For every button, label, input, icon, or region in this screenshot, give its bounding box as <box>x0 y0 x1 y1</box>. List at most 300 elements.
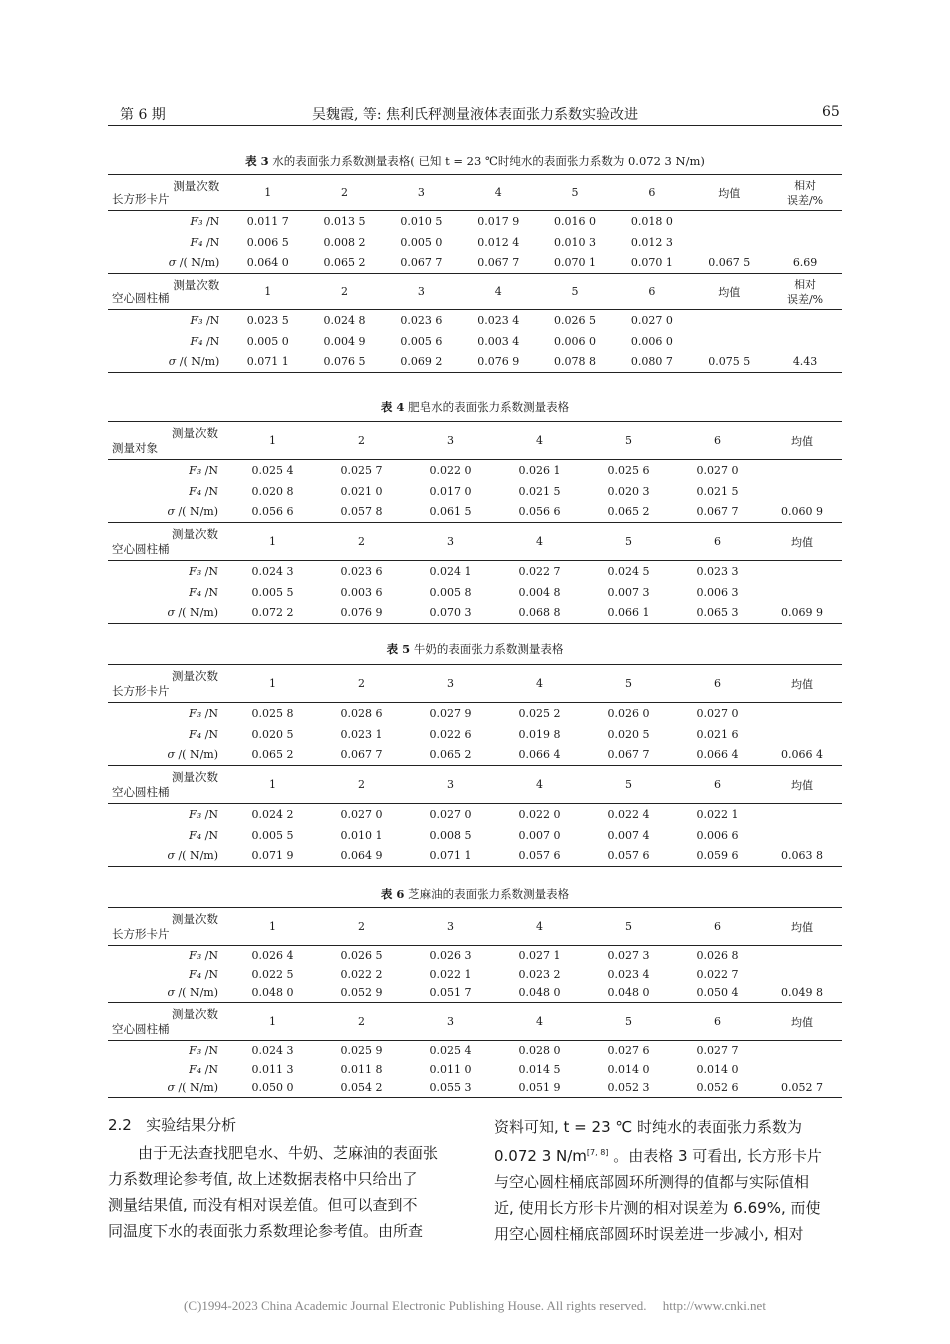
table-cell: 0.011 0 <box>429 1062 472 1076</box>
column-header: 6 <box>673 523 762 561</box>
column-header: 3 <box>406 766 495 804</box>
mean-header: 均值 <box>762 523 842 561</box>
table-cell: 0.019 8 <box>518 727 561 741</box>
table-cell: 0.076 9 <box>460 352 537 373</box>
row-symbol: F₄ <box>189 585 202 599</box>
table-cell: 0.011 8 <box>340 1062 383 1076</box>
table-cell: 0.022 5 <box>251 967 294 981</box>
table-cell: 0.052 3 <box>584 1079 673 1098</box>
relative-error-cell <box>768 232 842 253</box>
table-cell: 0.013 5 <box>323 214 366 228</box>
table-row <box>108 825 842 846</box>
row-symbol: σ <box>167 1081 175 1095</box>
table-row <box>108 211 842 232</box>
column-header: 3 <box>406 908 495 946</box>
table-cell: 0.005 6 <box>400 334 443 348</box>
row-label: F₄ /N <box>189 967 218 981</box>
table-cell: 0.014 5 <box>518 1062 561 1076</box>
table-cell: 0.050 0 <box>228 1079 317 1098</box>
mean-cell <box>762 946 842 965</box>
column-header: 6 <box>673 665 762 703</box>
table-cell: 0.064 9 <box>317 846 406 867</box>
row-label: F₄ /N <box>189 484 218 498</box>
table-cell: 0.025 8 <box>251 706 294 720</box>
table-cell: 0.024 3 <box>251 564 294 578</box>
relative-error-header: 相对 误差/% <box>768 274 842 310</box>
table-cell: 0.012 4 <box>477 235 520 249</box>
table-cell: 0.055 3 <box>406 1079 495 1098</box>
row-label: F₄ /N <box>189 585 218 599</box>
table-cell: 0.052 6 <box>673 1079 762 1098</box>
table-cell: 0.017 9 <box>477 214 520 228</box>
column-header: 3 <box>406 422 495 460</box>
header-object-label: 长方形卡片 <box>112 684 170 698</box>
mean-header: 均值 <box>690 175 768 211</box>
table-row <box>108 232 842 253</box>
column-header: 1 <box>229 274 306 310</box>
table-cell: 0.021 5 <box>696 484 739 498</box>
column-header: 2 <box>317 422 406 460</box>
column-header: 1 <box>228 1003 317 1041</box>
column-header: 6 <box>613 274 690 310</box>
header-trials-label: 测量次数 <box>172 1007 218 1021</box>
column-header: 4 <box>460 175 537 211</box>
table-row <box>108 1041 842 1060</box>
table-cell: 0.025 9 <box>340 1043 383 1057</box>
table-cell: 0.005 5 <box>251 585 294 599</box>
table-row <box>108 745 842 766</box>
mean-header: 均值 <box>762 422 842 460</box>
table-cell: 0.026 5 <box>340 948 383 962</box>
header-object-label: 空心圆柱桶 <box>112 542 170 556</box>
mean-cell <box>690 211 768 232</box>
section-number: 2.2 <box>108 1116 132 1134</box>
column-header: 3 <box>406 1003 495 1041</box>
mean-cell <box>762 481 842 502</box>
row-label: σ /( N/m) <box>108 603 228 624</box>
table-cell: 0.006 3 <box>696 585 739 599</box>
table-cell: 0.016 0 <box>554 214 597 228</box>
column-header: 5 <box>584 766 673 804</box>
table-header-row <box>108 766 842 804</box>
table-cell: 0.022 1 <box>429 967 472 981</box>
table-cell: 0.023 2 <box>518 967 561 981</box>
column-header: 6 <box>613 175 690 211</box>
relative-error-header: 相对 误差/% <box>768 175 842 211</box>
table-cell: 0.006 6 <box>696 828 739 842</box>
table-cell: 0.067 7 <box>696 505 739 519</box>
table-cell: 0.054 2 <box>317 1079 406 1098</box>
issue-number: 第 6 期 <box>120 107 166 123</box>
row-symbol: F₄ <box>189 828 202 842</box>
body-line: 近, 使用长方形卡片测的相对误差为 6.69%, 而使 <box>494 1199 821 1217</box>
relative-error-cell: 6.69 <box>792 256 818 270</box>
header-object-label: 空心圆柱桶 <box>112 291 170 305</box>
column-header: 6 <box>673 422 762 460</box>
table-cell: 0.011 7 <box>246 214 289 228</box>
row-label: F₄ /N <box>189 1062 218 1076</box>
table-cell: 0.067 7 <box>400 256 443 270</box>
column-header: 2 <box>317 908 406 946</box>
table-cell: 0.021 5 <box>518 484 561 498</box>
column-header: 4 <box>495 1003 584 1041</box>
table-row <box>108 481 842 502</box>
table-cell: 0.068 8 <box>495 603 584 624</box>
body-line: 测量结果值, 而没有相对误差值。但可以查到不 <box>108 1196 418 1214</box>
table-cell: 0.010 3 <box>554 235 597 249</box>
mean-cell: 0.067 5 <box>708 256 751 270</box>
column-header: 1 <box>228 422 317 460</box>
table-cell: 0.027 7 <box>696 1043 739 1057</box>
mean-cell <box>762 825 842 846</box>
mean-cell: 0.052 7 <box>762 1079 842 1098</box>
mean-cell: 0.075 5 <box>690 352 768 373</box>
table-cell: 0.023 6 <box>340 564 383 578</box>
table-cell: 0.026 8 <box>696 948 739 962</box>
row-label: σ /( N/m) <box>168 256 220 270</box>
table-row <box>108 804 842 825</box>
table-cell: 0.070 1 <box>630 256 673 270</box>
section-heading <box>108 1114 236 1135</box>
table-cell: 0.007 3 <box>607 585 650 599</box>
section-title: 实验结果分析 <box>146 1116 237 1134</box>
table-cell: 0.004 8 <box>518 585 561 599</box>
table-cell: 0.066 4 <box>696 748 739 762</box>
column-header: 4 <box>495 422 584 460</box>
column-header: 1 <box>228 766 317 804</box>
table-cell: 0.066 4 <box>518 748 561 762</box>
table-cell: 0.080 7 <box>613 352 690 373</box>
table-cell: 0.023 4 <box>477 313 520 327</box>
mean-cell: 0.069 9 <box>762 603 842 624</box>
row-symbol: σ <box>167 748 175 762</box>
row-symbol: F₄ <box>189 484 202 498</box>
table-header-row <box>108 422 842 460</box>
body-line: 资料可知, t = 23 ℃ 时纯水的表面张力系数为 <box>494 1118 802 1136</box>
column-header: 5 <box>537 175 614 211</box>
row-symbol: σ <box>168 256 177 270</box>
table-cell: 0.070 3 <box>406 603 495 624</box>
mean-cell <box>762 582 842 603</box>
table-cell: 0.011 3 <box>251 1062 294 1076</box>
row-symbol: F₃ <box>189 1043 202 1057</box>
table-cell: 0.006 0 <box>554 334 597 348</box>
table-cell: 0.066 1 <box>584 603 673 624</box>
row-label: F₃ /N <box>189 1043 218 1057</box>
table-cell: 0.022 0 <box>429 463 472 477</box>
table-cell: 0.022 1 <box>696 807 739 821</box>
column-header: 4 <box>495 766 584 804</box>
column-header: 1 <box>228 523 317 561</box>
header-trials-label: 测量次数 <box>173 278 220 292</box>
column-header: 3 <box>383 175 460 211</box>
row-label: F₃ /N <box>189 463 218 477</box>
table-header-row <box>108 665 842 703</box>
table-cell: 0.017 0 <box>429 484 472 498</box>
row-symbol: F₃ <box>190 313 203 327</box>
table-cell: 0.071 1 <box>406 846 495 867</box>
footer <box>0 1298 950 1314</box>
row-label: F₄ /N <box>190 235 220 249</box>
table-cell: 0.048 0 <box>607 986 650 1000</box>
table-cell: 0.025 4 <box>429 1043 472 1057</box>
row-symbol: F₃ <box>189 564 202 578</box>
row-label: σ /( N/m) <box>108 352 229 373</box>
row-symbol: σ <box>167 606 175 620</box>
table-cell: 0.067 7 <box>340 748 383 762</box>
mean-cell: 0.060 9 <box>781 505 823 519</box>
table-cell: 0.027 3 <box>607 948 650 962</box>
column-header: 2 <box>306 175 383 211</box>
table-cell: 0.022 4 <box>607 807 650 821</box>
diagonal-header-cell <box>108 523 228 561</box>
header-object-label: 测量对象 <box>112 441 158 455</box>
table-cell: 0.057 8 <box>340 505 383 519</box>
diagonal-header-cell <box>108 908 228 946</box>
mean-cell <box>690 331 768 352</box>
table-header-row <box>108 1003 842 1041</box>
table-row <box>108 984 842 1003</box>
table-cell: 0.010 5 <box>400 214 443 228</box>
row-label: F₃ /N <box>189 706 218 720</box>
row-label: F₄ /N <box>189 828 218 842</box>
table-cell: 0.007 0 <box>518 828 561 842</box>
row-label: σ /( N/m) <box>108 1079 228 1098</box>
column-header: 1 <box>228 908 317 946</box>
table-cell: 0.065 3 <box>673 603 762 624</box>
row-symbol: F₄ <box>190 334 203 348</box>
table-cell: 0.026 0 <box>607 706 650 720</box>
mean-header: 均值 <box>762 665 842 703</box>
table-cell: 0.006 5 <box>246 235 289 249</box>
column-header: 1 <box>228 665 317 703</box>
diagonal-header-cell <box>108 665 228 703</box>
table-cell: 0.005 0 <box>400 235 443 249</box>
table-cell: 0.012 3 <box>630 235 673 249</box>
table-cell: 0.025 6 <box>607 463 650 477</box>
table-cell: 0.067 7 <box>607 748 650 762</box>
table-cell: 0.022 7 <box>696 967 739 981</box>
table-title: 牛奶的表面张力系数测量表格 <box>413 642 564 656</box>
table-cell: 0.024 2 <box>251 807 294 821</box>
table-cell: 0.025 7 <box>340 463 383 477</box>
header-trials-label: 测量次数 <box>172 770 218 784</box>
table-row <box>108 1079 842 1098</box>
column-header: 6 <box>673 766 762 804</box>
body-line: 用空心圆柱桶底部圆环时误差进一步减小, 相对 <box>494 1225 804 1243</box>
table-cell: 0.021 0 <box>340 484 383 498</box>
table-caption <box>108 886 842 902</box>
header-rule <box>108 125 842 126</box>
table-cell: 0.005 8 <box>429 585 472 599</box>
table-cell: 0.028 6 <box>340 706 383 720</box>
data-table <box>108 907 842 1098</box>
diagonal-header-cell <box>108 175 229 211</box>
header-object-label: 空心圆柱桶 <box>112 1022 170 1036</box>
table-cell: 0.027 0 <box>429 807 472 821</box>
table-cell: 0.020 5 <box>607 727 650 741</box>
table-cell: 0.071 1 <box>229 352 306 373</box>
table-cell: 0.065 2 <box>429 748 472 762</box>
diagonal-header-cell <box>108 422 228 460</box>
column-header: 5 <box>584 665 673 703</box>
row-symbol: F₃ <box>189 706 202 720</box>
table-cell: 0.048 0 <box>518 986 561 1000</box>
column-header: 2 <box>306 274 383 310</box>
table-row <box>108 561 842 582</box>
table-number: 表 4 <box>380 400 405 414</box>
row-symbol: F₄ <box>189 1062 202 1076</box>
diagonal-header-cell <box>108 1003 228 1041</box>
table-cell: 0.005 0 <box>246 334 289 348</box>
copyright-text: (C)1994-2023 China Academic Journal Electronic Publishing House. All rights reserved. <box>184 1298 647 1313</box>
column-header: 2 <box>317 665 406 703</box>
table-cell: 0.056 6 <box>518 505 561 519</box>
mean-header: 均值 <box>690 274 768 310</box>
body-right-column <box>494 1114 842 1247</box>
table-cell: 0.027 0 <box>696 463 739 477</box>
column-header: 3 <box>383 274 460 310</box>
header-trials-label: 测量次数 <box>172 669 218 683</box>
table-cell: 0.048 0 <box>251 986 294 1000</box>
table-cell: 0.050 4 <box>696 986 739 1000</box>
mean-cell <box>762 460 842 481</box>
body-line: 力系数理论参考值, 故上述数据表格中只给出了 <box>108 1170 418 1188</box>
table-cell: 0.024 1 <box>429 564 472 578</box>
mean-cell <box>762 1060 842 1079</box>
table-cell: 0.065 2 <box>323 256 366 270</box>
table-cell: 0.023 3 <box>696 564 739 578</box>
table-cell: 0.028 0 <box>518 1043 561 1057</box>
row-label: σ /( N/m) <box>108 846 228 867</box>
article-title: 吴魏霞, 等: 焦利氏秤测量液体表面张力系数实验改进 <box>311 107 639 123</box>
table-cell: 0.020 5 <box>251 727 294 741</box>
body-value: 0.072 3 N/m <box>494 1147 587 1165</box>
table-cell: 0.027 1 <box>518 948 561 962</box>
row-symbol: σ <box>167 986 175 1000</box>
diagonal-header-cell <box>108 766 228 804</box>
table-cell: 0.014 0 <box>607 1062 650 1076</box>
column-header: 1 <box>229 175 306 211</box>
table-number: 表 6 <box>380 887 405 901</box>
table-cell: 0.023 5 <box>246 313 289 327</box>
table-cell: 0.020 8 <box>251 484 294 498</box>
table-cell: 0.018 0 <box>630 214 673 228</box>
table-cell: 0.010 1 <box>340 828 383 842</box>
table-header-row <box>108 175 842 211</box>
column-header: 5 <box>584 422 673 460</box>
row-label: F₃ /N <box>189 948 218 962</box>
table-cell: 0.061 5 <box>429 505 472 519</box>
row-label: F₄ /N <box>189 727 218 741</box>
row-symbol: F₃ <box>190 214 203 228</box>
table-cell: 0.023 1 <box>340 727 383 741</box>
body-line <box>494 1140 842 1169</box>
column-header: 4 <box>495 523 584 561</box>
body-line: 由于无法查找肥皂水、牛奶、芝麻油的表面张 <box>138 1144 439 1162</box>
table-cell: 0.024 5 <box>607 564 650 578</box>
column-header: 4 <box>495 665 584 703</box>
column-header: 4 <box>460 274 537 310</box>
table-row <box>108 603 842 624</box>
table-cell: 0.026 4 <box>251 948 294 962</box>
body-line: 与空心圆柱桶底部圆环所测得的值都与实际值相 <box>494 1173 810 1191</box>
column-header: 5 <box>537 274 614 310</box>
table-cell: 0.014 0 <box>696 1062 739 1076</box>
column-header: 2 <box>317 1003 406 1041</box>
table-cell: 0.023 4 <box>607 967 650 981</box>
table-cell: 0.026 1 <box>518 463 561 477</box>
table-number: 表 3 <box>245 154 269 168</box>
table-cell: 0.023 6 <box>400 313 443 327</box>
table-header-row <box>108 523 842 561</box>
table-cell: 0.051 9 <box>495 1079 584 1098</box>
table-cell: 0.027 9 <box>429 706 472 720</box>
table-cell: 0.027 6 <box>607 1043 650 1057</box>
table-title: 水的表面张力系数测量表格( 已知 t = 23 ℃时纯水的表面张力系数为 0.072 3 N/m) <box>272 154 705 168</box>
mean-cell: 0.066 4 <box>781 748 823 762</box>
table-cell: 0.003 6 <box>340 585 383 599</box>
table-cell: 0.005 5 <box>251 828 294 842</box>
column-header: 5 <box>584 908 673 946</box>
table-row <box>108 724 842 745</box>
table-cell: 0.027 0 <box>696 706 739 720</box>
body-text: 。由表格 3 可看出, 长方形卡片 <box>608 1147 822 1165</box>
table-cell: 0.024 8 <box>323 313 366 327</box>
mean-cell <box>762 1041 842 1060</box>
table-cell: 0.057 6 <box>495 846 584 867</box>
table-cell: 0.059 6 <box>673 846 762 867</box>
table-number: 表 5 <box>386 642 411 656</box>
mean-header: 均值 <box>762 908 842 946</box>
row-symbol: F₄ <box>190 235 203 249</box>
column-header: 2 <box>317 766 406 804</box>
table-cell: 0.024 3 <box>251 1043 294 1057</box>
table-caption <box>108 399 842 415</box>
row-label: F₃ /N <box>189 807 218 821</box>
table-cell: 0.069 2 <box>383 352 460 373</box>
data-table <box>108 664 842 867</box>
table-cell: 0.026 3 <box>429 948 472 962</box>
header-object-label: 长方形卡片 <box>112 927 170 941</box>
table-cell: 0.027 0 <box>630 313 673 327</box>
table-row <box>108 946 842 965</box>
table-caption <box>108 641 842 657</box>
table-cell: 0.004 9 <box>323 334 366 348</box>
row-symbol: F₃ <box>189 463 202 477</box>
table-cell: 0.071 9 <box>228 846 317 867</box>
table-cell: 0.065 2 <box>607 505 650 519</box>
header-trials-label: 测量次数 <box>173 179 220 193</box>
table-row <box>108 352 842 373</box>
table-cell: 0.020 3 <box>607 484 650 498</box>
table-cell: 0.025 4 <box>251 463 294 477</box>
table-cell: 0.022 0 <box>518 807 561 821</box>
body-left-column <box>108 1140 466 1244</box>
body-line: 同温度下水的表面张力系数理论参考值。由所查 <box>108 1222 424 1240</box>
table-row <box>108 502 842 523</box>
data-table <box>108 421 842 624</box>
table-cell: 0.006 0 <box>630 334 673 348</box>
table-cell: 0.003 4 <box>477 334 520 348</box>
mean-cell: 0.063 8 <box>762 846 842 867</box>
table-row <box>108 1060 842 1079</box>
row-symbol: σ <box>167 505 175 519</box>
table-cell: 0.025 2 <box>518 706 561 720</box>
cnki-url: http://www.cnki.net <box>662 1298 766 1313</box>
column-header: 3 <box>406 523 495 561</box>
row-symbol: F₄ <box>189 727 202 741</box>
